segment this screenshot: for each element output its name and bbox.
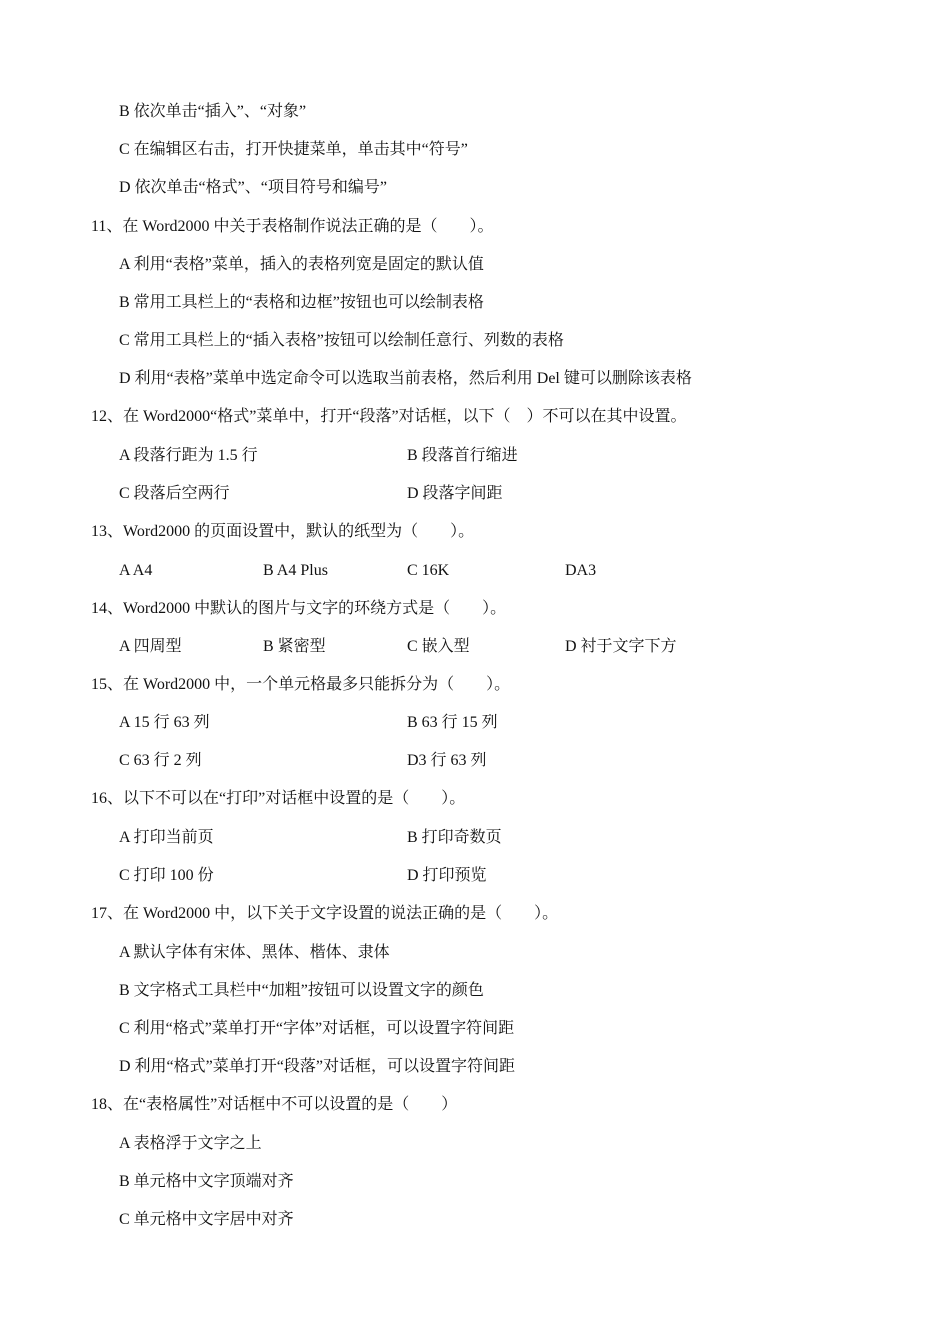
question-11-option-b: B 常用工具栏上的“表格和边框”按钮也可以绘制表格: [119, 294, 484, 311]
question-18-option-a: A 表格浮于文字之上: [119, 1135, 262, 1152]
question-16-option-d: D 打印预览: [407, 867, 487, 884]
question-12-stem: 12、在 Word2000“格式”菜单中，打开“段落”对话框，以下（ ）不可以在其中设置。: [91, 408, 687, 425]
option-c: C 在编辑区右击，打开快捷菜单，单击其中“符号”: [119, 141, 468, 158]
question-14-option-c: C 嵌入型: [407, 638, 470, 655]
question-13-option-d: DA3: [565, 562, 597, 579]
question-14-option-b: B 紧密型: [263, 638, 326, 655]
question-15-option-c: C 63 行 2 列: [119, 752, 202, 769]
question-16-option-a: A 打印当前页: [119, 829, 214, 846]
option-b: B 依次单击“插入”、“对象”: [119, 103, 307, 120]
question-13-stem: 13、Word2000 的页面设置中，默认的纸型为（ ）。: [91, 523, 475, 540]
question-15-option-b: B 63 行 15 列: [407, 714, 498, 731]
question-13-option-a: A A4: [119, 562, 153, 579]
question-17-option-d: D 利用“格式”菜单打开“段落”对话框，可以设置字符间距: [119, 1058, 515, 1075]
question-15-option-d: D3 行 63 列: [407, 752, 487, 769]
question-16-stem: 16、以下不可以在“打印”对话框中设置的是（ ）。: [91, 790, 466, 807]
question-12-option-b: B 段落首行缩进: [407, 447, 518, 464]
question-18-stem: 18、在“表格属性”对话框中不可以设置的是（ ）: [91, 1096, 458, 1113]
question-16-option-b: B 打印奇数页: [407, 829, 502, 846]
question-17-option-b: B 文字格式工具栏中“加粗”按钮可以设置文字的颜色: [119, 982, 484, 999]
question-12-option-a: A 段落行距为 1.5 行: [119, 447, 258, 464]
question-15-option-a: A 15 行 63 列: [119, 714, 210, 731]
question-17-option-a: A 默认字体有宋体、黑体、楷体、隶体: [119, 944, 390, 961]
question-11-stem: 11、在 Word2000 中关于表格制作说法正确的是（ ）。: [91, 218, 494, 235]
question-13-option-b: B A4 Plus: [263, 562, 328, 579]
question-17-option-c: C 利用“格式”菜单打开“字体”对话框，可以设置字符间距: [119, 1020, 515, 1037]
question-11-option-d: D 利用“表格”菜单中选定命令可以选取当前表格，然后利用 Del 键可以删除该表格: [119, 370, 692, 387]
question-18-option-b: B 单元格中文字顶端对齐: [119, 1173, 294, 1190]
question-15-stem: 15、在 Word2000 中，一个单元格最多只能拆分为（ ）。: [91, 676, 511, 693]
question-11-option-a: A 利用“表格”菜单，插入的表格列宽是固定的默认值: [119, 256, 484, 273]
question-14-option-a: A 四周型: [119, 638, 182, 655]
question-14-stem: 14、Word2000 中默认的图片与文字的环绕方式是（ ）。: [91, 600, 507, 617]
question-17-stem: 17、在 Word2000 中，以下关于文字设置的说法正确的是（ ）。: [91, 905, 559, 922]
question-12-option-d: D 段落字间距: [407, 485, 503, 502]
question-12-option-c: C 段落后空两行: [119, 485, 230, 502]
question-18-option-c: C 单元格中文字居中对齐: [119, 1211, 294, 1228]
question-11-option-c: C 常用工具栏上的“插入表格”按钮可以绘制任意行、列数的表格: [119, 332, 564, 349]
question-14-option-d: D 衬于文字下方: [565, 638, 677, 655]
question-16-option-c: C 打印 100 份: [119, 867, 214, 884]
option-d: D 依次单击“格式”、“项目符号和编号”: [119, 179, 387, 196]
question-13-option-c: C 16K: [407, 562, 450, 579]
